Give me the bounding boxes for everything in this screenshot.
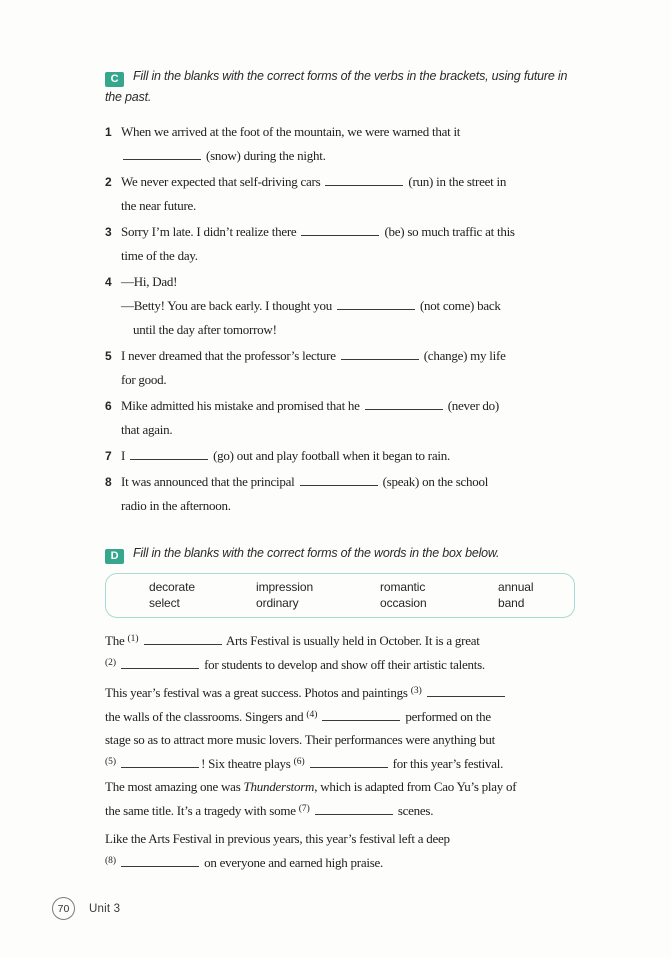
exercise-item: [105, 444, 585, 468]
item-number: 2: [105, 175, 112, 189]
blank-number: (4): [306, 709, 318, 720]
fill-in-blank: [121, 756, 199, 768]
fill-in-blank: [337, 298, 415, 310]
item-text: I (go) out and play football when it began to rain.: [121, 448, 450, 463]
section-c-instructions: Fill in the blanks with the correct forms of the verbs in the brackets, using future in the past.: [105, 69, 568, 104]
item-text: When we arrived at the foot of the mountain, we were warned that it (snow) during the night.: [121, 124, 461, 163]
fill-in-blank: [315, 803, 393, 815]
item-text: I never dreamed that the professor’s lecture (change) my life for good.: [121, 348, 506, 387]
item-number: 7: [105, 449, 112, 463]
fill-in-blank: [123, 148, 201, 160]
item-number: 5: [105, 349, 112, 363]
fill-in-blank: [325, 174, 403, 186]
word-bank-word: ordinary: [256, 596, 299, 610]
item-number: 1: [105, 125, 112, 139]
item-text: It was announced that the principal (speak) on the school radio in the afternoon.: [121, 474, 489, 513]
exercise-item: [105, 270, 585, 342]
item-text: —Hi, Dad! —Betty! You are back early. I thought you (not come) back until the day after tomorrow!: [121, 274, 501, 337]
section-c-badge: C: [105, 72, 124, 87]
exercise-item: [105, 220, 585, 268]
blank-number: (2): [105, 657, 117, 668]
exercise-item: [105, 120, 585, 168]
exercise-item: [105, 344, 585, 392]
word-bank-word: decorate: [149, 580, 195, 594]
exercise-item: [105, 170, 585, 218]
word-bank-word: band: [498, 596, 525, 610]
exercise-item: [105, 470, 585, 518]
word-bank-word: impression: [256, 580, 314, 594]
section-d-instructions: Fill in the blanks with the correct forms of the words in the box below.: [133, 546, 500, 560]
fill-in-blank: [130, 448, 208, 460]
word-bank-word: occasion: [380, 596, 427, 610]
fill-in-blank: [365, 398, 443, 410]
fill-in-blank: [121, 657, 199, 669]
blank-number: (8): [105, 855, 117, 866]
item-number: 4: [105, 275, 112, 289]
word-bank-word: annual: [498, 580, 534, 594]
fill-in-blank: [322, 709, 400, 721]
cloze-paragraph: The $^{(1)}$ Arts Festival is usually held in October. It is a great $^{(2)}$ for students to develop and show off their artistic talents.: [105, 633, 485, 672]
cloze-passage: [105, 629, 585, 879]
word-bank-word: select: [149, 596, 180, 610]
fill-in-blank: [310, 756, 388, 768]
fill-in-blank: [341, 348, 419, 360]
page-number-badge: 70: [52, 897, 75, 920]
unit-label: Unit 3: [89, 902, 121, 915]
italic-title: Thunderstorm: [243, 779, 315, 794]
page-footer: [52, 897, 120, 920]
fill-in-blank: [301, 224, 379, 236]
section-c-header: [105, 66, 577, 108]
fill-in-blank: [144, 633, 222, 645]
blank-number: (1): [127, 634, 139, 644]
cloze-paragraph: This year’s festival was a great success. Photos and paintings $^{(3)}$ the walls of the classrooms. Singers and $^{(4)}$ performed on the stage so as to attract more music lovers. Their performances were anything but $^{(5)}$ ! Six theatre plays $^{(6)}$ for this year’s festival. The most amazing one was Thunderstorm, which is adapted from Cao Yu’s play of the same title. It’s a tragedy with some $^{(7)}$ scenes.: [105, 685, 517, 818]
fill-in-blank: [427, 685, 505, 697]
blank-number: (7): [298, 803, 310, 814]
item-number: 6: [105, 399, 112, 413]
fill-in-blank: [300, 474, 378, 486]
item-number: 3: [105, 225, 112, 239]
item-text: Sorry I’m late. I didn’t realize there (be) so much traffic at this time of the day.: [121, 224, 515, 263]
blank-number: (3): [410, 686, 422, 696]
item-text: We never expected that self-driving cars (run) in the street in the near future.: [121, 174, 507, 213]
section-d-badge: D: [105, 549, 124, 564]
cloze-paragraph: Like the Arts Festival in previous years, this year’s festival left a deep $^{(8)}$ on everyone and earned high praise.: [105, 831, 450, 870]
item-number: 8: [105, 475, 112, 489]
word-bank-box: [105, 573, 575, 618]
exercise-c-item-list: [105, 120, 585, 520]
exercise-item: [105, 394, 585, 442]
fill-in-blank: [121, 855, 199, 867]
section-d-header: [105, 543, 577, 564]
word-bank-word: romantic: [380, 580, 426, 594]
blank-number: (6): [293, 756, 305, 767]
blank-number: (5): [105, 756, 117, 767]
item-text: Mike admitted his mistake and promised that he (never do) that again.: [121, 398, 499, 437]
